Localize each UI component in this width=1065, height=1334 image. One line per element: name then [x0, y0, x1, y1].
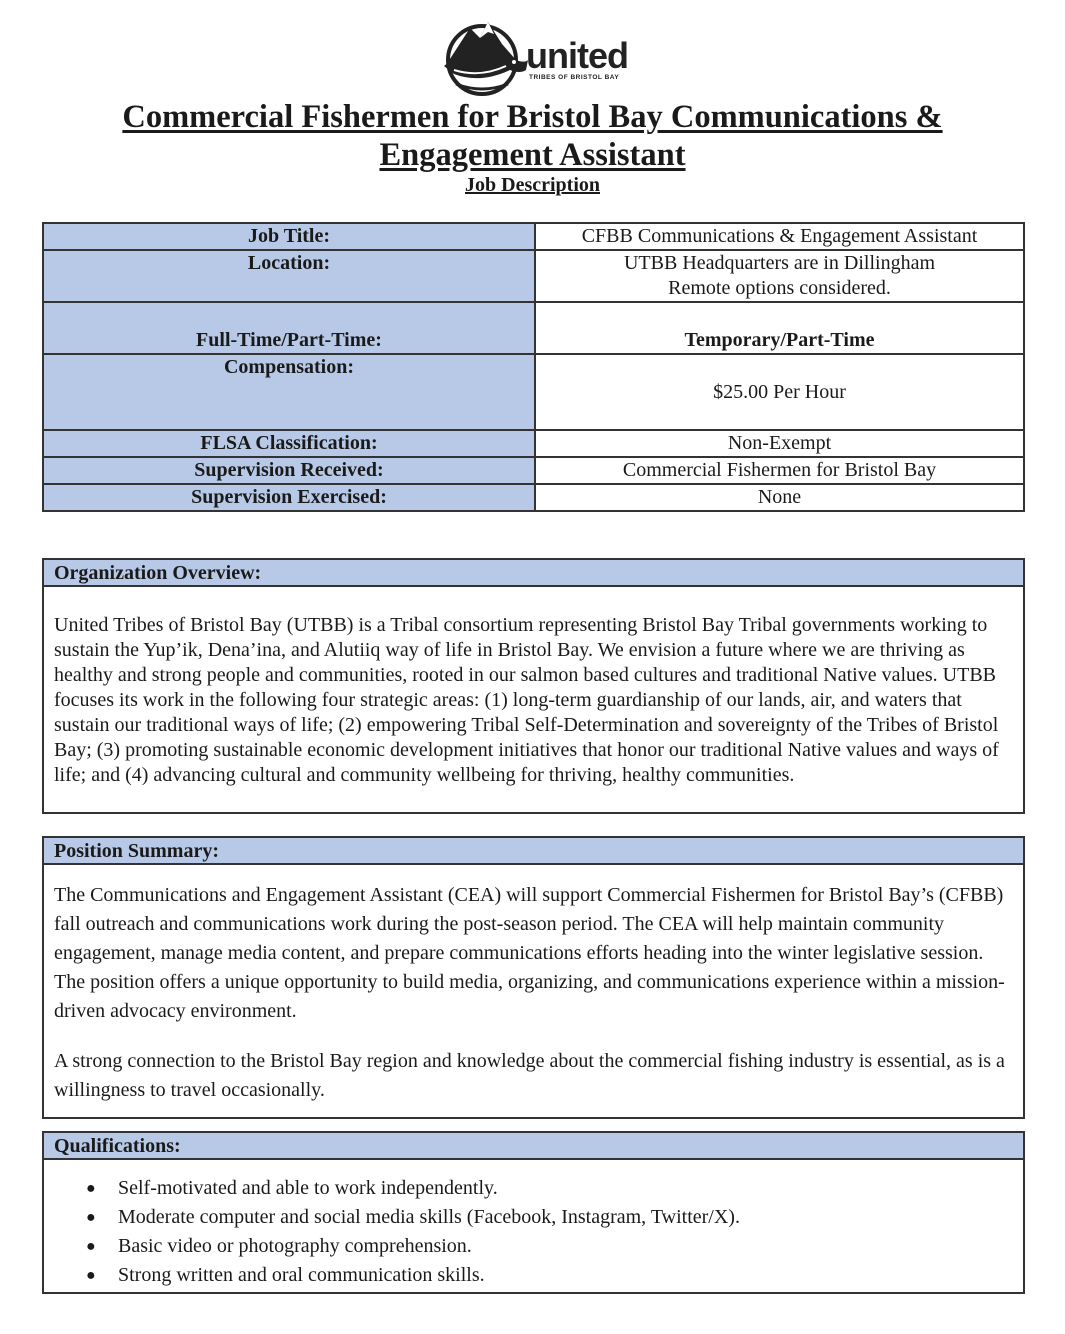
- row-value: Non-Exempt: [535, 430, 1024, 457]
- list-item: ● Basic video or photography comprehension.: [44, 1232, 1023, 1261]
- row-value: $25.00 Per Hour: [535, 354, 1024, 430]
- row-label: Supervision Received:: [43, 457, 535, 484]
- row-value: [535, 250, 1024, 302]
- section-paragraph: United Tribes of Bristol Bay (UTBB) is a Tribal consortium representing Bristol Bay Tribal governments working to sustain the Yup’ik, Dena’ina, and Alutiiq way of life in Bristol Bay. We envision a future where we are thriving as healthy and strong people and communities, rooted in our salmon based cultures and traditional Native values. UTBB focuses its work in the following four strategic areas: (1) long-term guardianship of our lands, air, and waters that sustain our traditional ways of life; (2) empowering Tribal Self-Determination and sovereignty of the Tribes of Bristol Bay; (3) promoting sustainable economic development initiatives that honor our traditional Native values and ways of life; and (4) advancing cultural and community wellbeing for thriving, healthy communities.: [54, 614, 999, 786]
- section-heading: Organization Overview:: [44, 558, 1023, 587]
- row-value: None: [535, 484, 1024, 511]
- logo-wordmark: united: [526, 35, 628, 76]
- qualifications-section: [42, 1131, 1025, 1294]
- section-heading: Position Summary:: [44, 836, 1023, 865]
- row-label: Supervision Exercised:: [43, 484, 535, 511]
- row-label: Job Title:: [43, 223, 535, 250]
- row-label: FLSA Classification:: [43, 430, 535, 457]
- section-paragraph: A strong connection to the Bristol Bay region and knowledge about the commercial fishing industry is essential, as is a willingness to travel occasionally.: [54, 1050, 1005, 1101]
- row-label: Location:: [43, 250, 535, 302]
- section-paragraph: The Communications and Engagement Assistant (CEA) will support Commercial Fishermen for Bristol Bay’s (CFBB) fall outreach and communications work during the post-season period. The CEA will help maintain community engagement, manage media content, and prepare communications efforts heading into the winter legislative session. The position offers a unique opportunity to build media, organizing, and communications experience within a mission-driven advocacy environment.: [54, 884, 1005, 1022]
- row-value-line: UTBB Headquarters are in Dillingham: [623, 252, 936, 274]
- position-summary-section: [42, 836, 1025, 1119]
- row-label: Compensation:: [43, 354, 535, 430]
- list-item: ● Moderate computer and social media skills (Facebook, Instagram, Twitter/X).: [44, 1203, 1023, 1232]
- table-row: [43, 302, 1024, 354]
- row-value: CFBB Communications & Engagement Assistant: [535, 223, 1024, 250]
- table-row: [43, 430, 1024, 457]
- row-value-line: Remote options considered.: [668, 277, 891, 299]
- table-row: [43, 250, 1024, 302]
- table-row: [43, 484, 1024, 511]
- row-value: Commercial Fishermen for Bristol Bay: [535, 457, 1024, 484]
- salmon-mountain-logo-icon: [440, 14, 530, 98]
- document-subtitle: Job Description: [465, 174, 600, 196]
- qualifications-list: [44, 1160, 1023, 1292]
- row-label: Full-Time/Part-Time:: [43, 302, 535, 354]
- list-item: ● Self-motivated and able to work independently.: [44, 1174, 1023, 1203]
- logo-subtitle: TRIBES OF BRISTOL BAY: [529, 74, 620, 81]
- job-info-table: [42, 222, 1025, 512]
- table-row: [43, 457, 1024, 484]
- section-heading: Qualifications:: [44, 1131, 1023, 1160]
- table-row: [43, 354, 1024, 430]
- utbb-logo: [440, 14, 630, 98]
- organization-overview-section: [42, 558, 1025, 814]
- table-row: [43, 223, 1024, 250]
- row-value: Temporary/Part-Time: [535, 302, 1024, 354]
- document-title: Commercial Fishermen for Bristol Bay Communications & Engagement Assistant: [122, 99, 943, 173]
- list-item: ● Strong written and oral communication skills.: [44, 1261, 1023, 1290]
